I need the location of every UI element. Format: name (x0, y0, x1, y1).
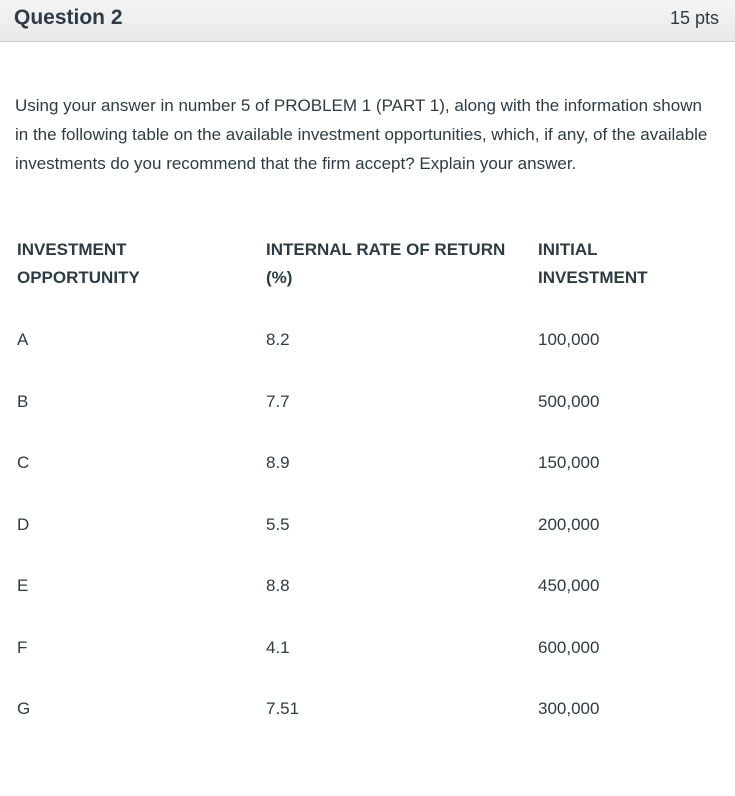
opportunity-cell: F (17, 637, 28, 657)
irr-cell: 4.1 (266, 637, 290, 657)
opportunity-cell: E (17, 576, 29, 595)
header-line: INTERNAL RATE OF RETURN (266, 240, 506, 259)
irr-cell: 5.5 (266, 514, 290, 534)
table-row (0, 449, 735, 511)
investment-cell: 600,000 (538, 637, 600, 657)
question-header (0, 0, 735, 42)
investment-cell: 500,000 (538, 391, 600, 411)
investment-cell: 100,000 (538, 330, 600, 349)
table-row (0, 695, 735, 757)
irr-cell: 7.51 (266, 699, 300, 718)
table-row (0, 634, 735, 696)
investment-cell: 300,000 (538, 699, 600, 718)
header-initial-investment (538, 236, 718, 292)
header-investment-opportunity (17, 236, 217, 292)
irr-cell: 7.7 (266, 391, 290, 411)
irr-cell: 8.2 (266, 330, 290, 349)
investment-cell: 150,000 (538, 453, 600, 472)
table-row (0, 326, 735, 388)
header-line: INVESTMENT (538, 268, 648, 287)
table-body (0, 326, 735, 757)
opportunity-cell: D (17, 514, 30, 534)
header-line: INITIAL (538, 240, 598, 259)
question-points: 15 pts (669, 8, 719, 28)
irr-cell: 8.9 (266, 453, 290, 472)
header-line: OPPORTUNITY (17, 268, 140, 287)
header-internal-rate-of-return (266, 236, 536, 292)
irr-cell: 8.8 (266, 576, 290, 595)
opportunity-cell: B (17, 391, 29, 411)
table-row (0, 511, 735, 573)
table-row (0, 572, 735, 634)
opportunity-cell: C (17, 453, 30, 472)
question-title: Question 2 (14, 6, 123, 29)
header-line: INVESTMENT (17, 240, 127, 259)
question-text: Using your answer in number 5 of PROBLEM 1 (PART 1), along with the information shown in the following table on the available investment opportunities, which, if any, of the available investments do you recommend that the firm accept? Explain your answer. (15, 96, 708, 173)
table-row (0, 388, 735, 450)
opportunity-cell: G (17, 699, 31, 718)
opportunity-cell: A (17, 330, 29, 349)
investment-cell: 200,000 (538, 514, 600, 534)
header-line: (%) (266, 268, 293, 287)
investment-cell: 450,000 (538, 576, 600, 595)
